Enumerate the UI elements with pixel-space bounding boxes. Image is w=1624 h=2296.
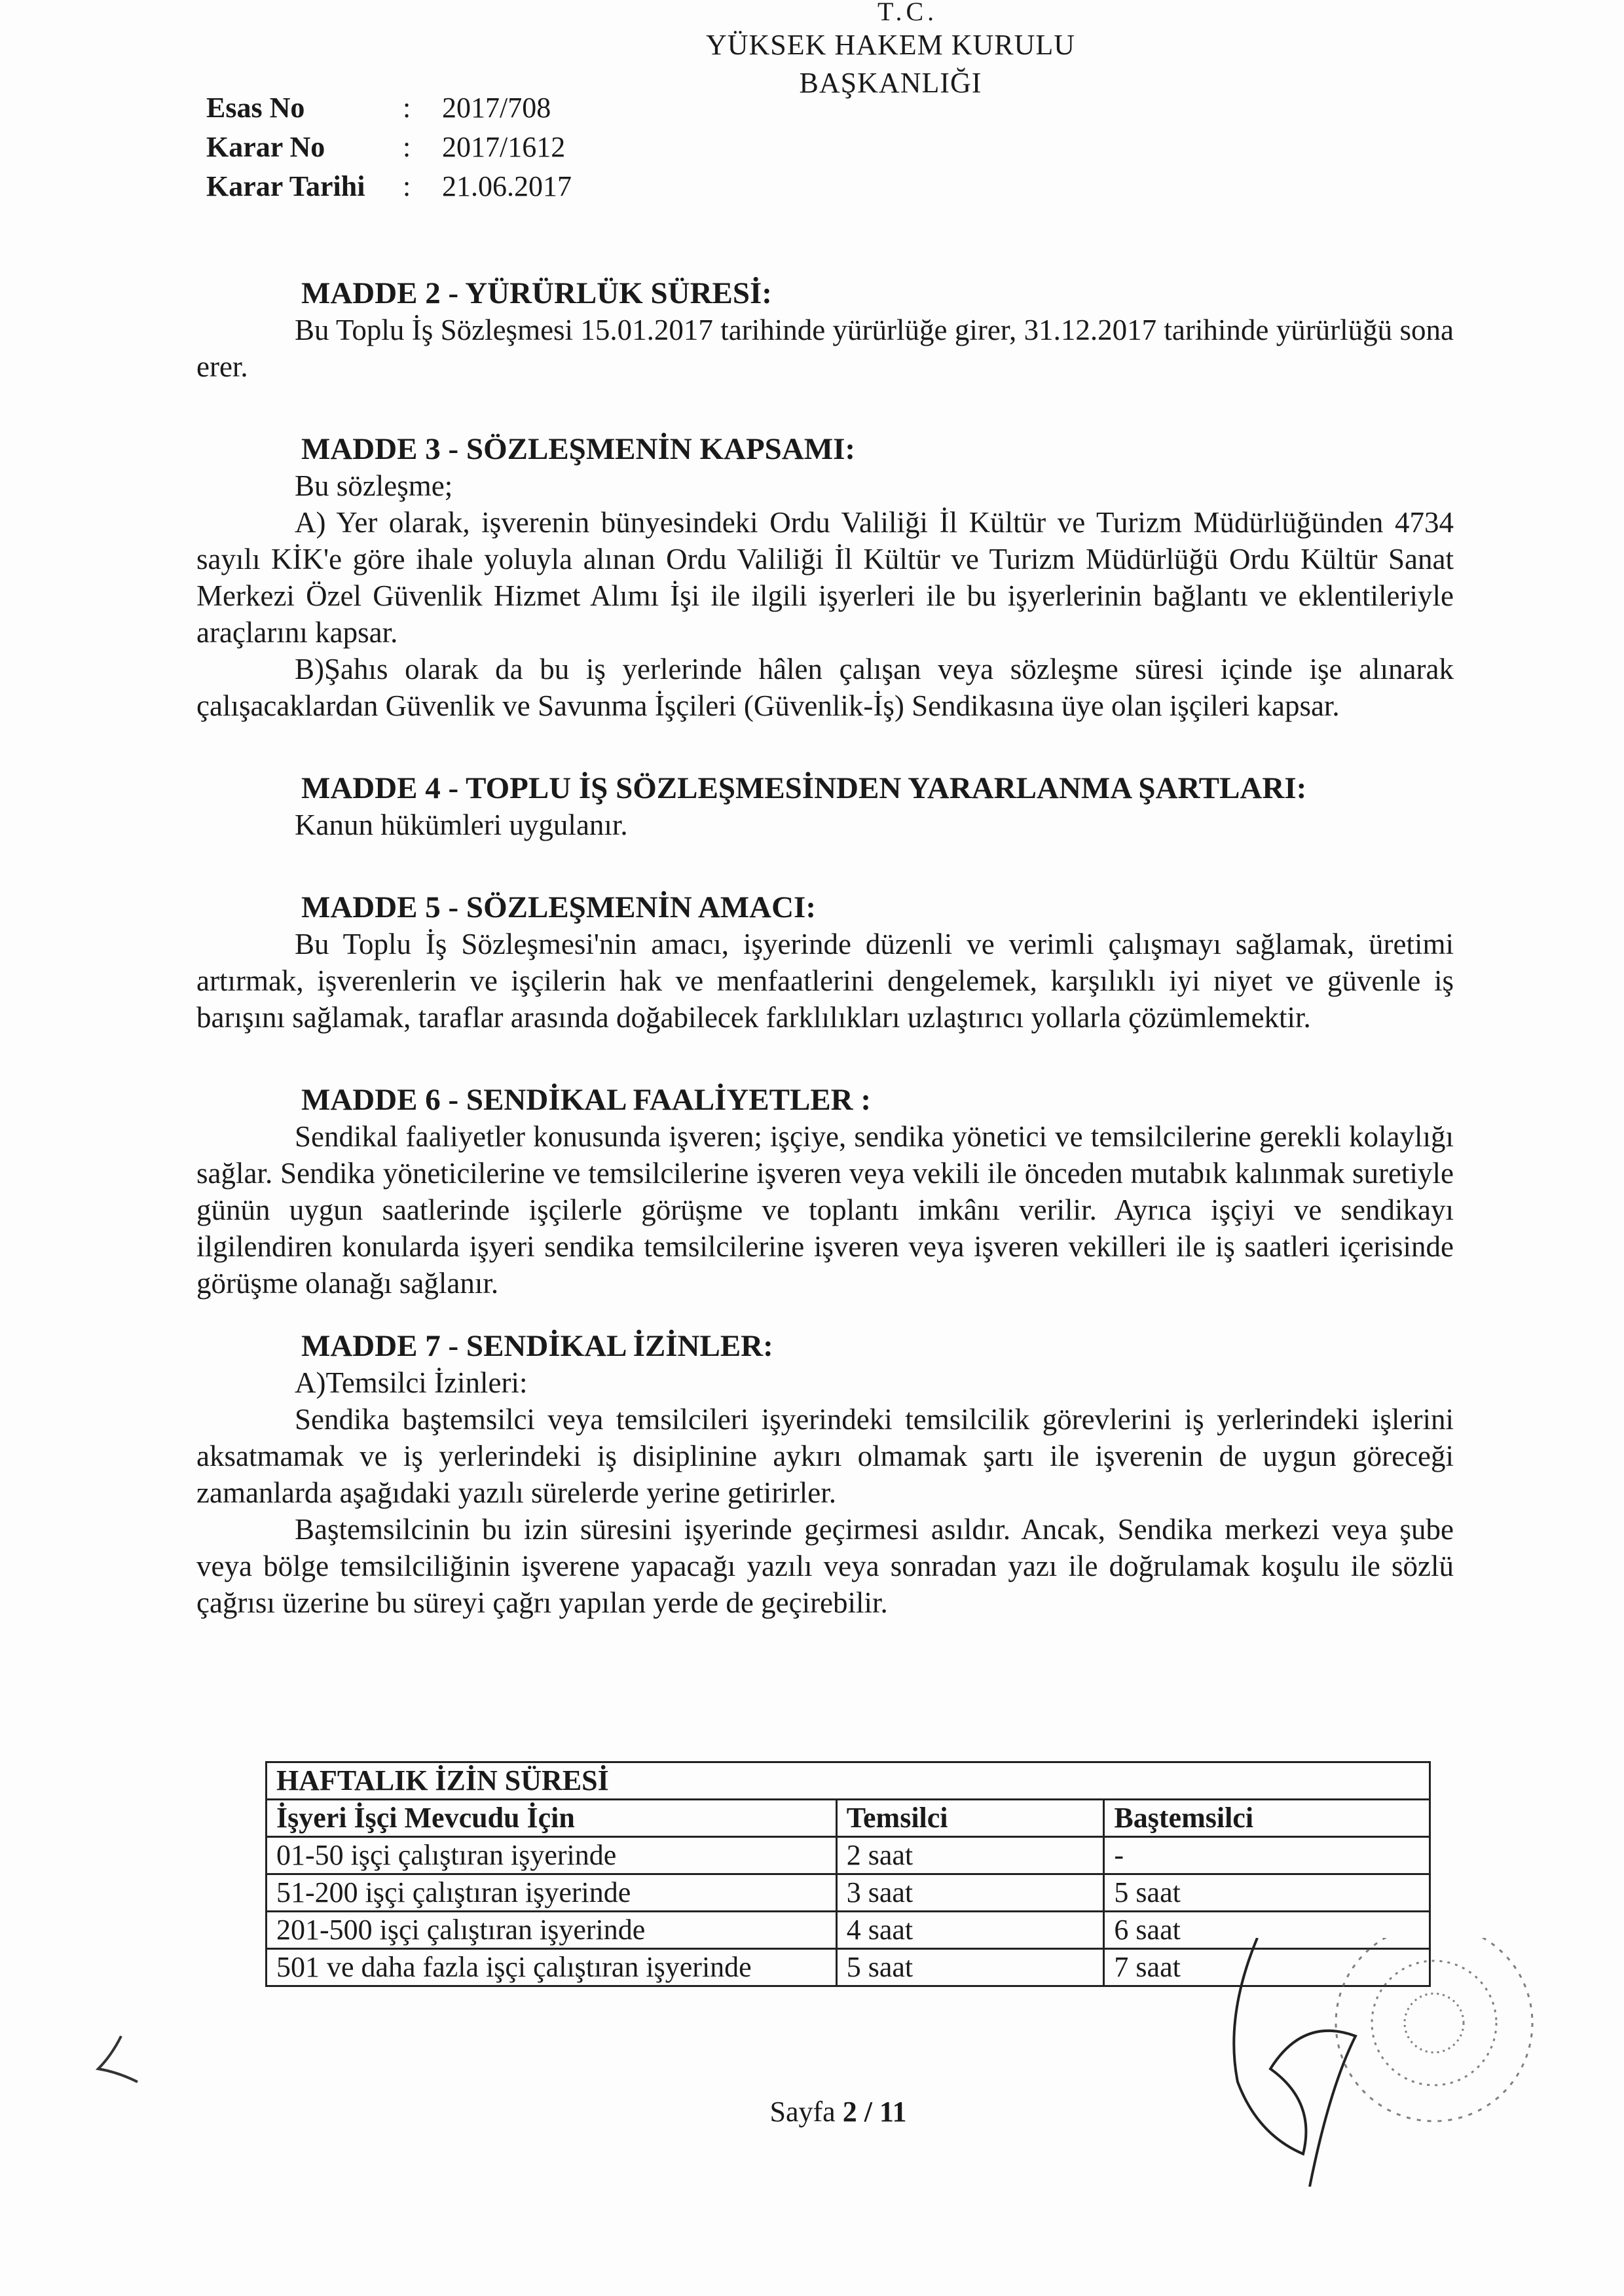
- case-metadata: [206, 88, 572, 206]
- madde-7-title: MADDE 7 - SENDİKAL İZİNLER:: [301, 1329, 773, 1363]
- meta-colon: :: [403, 170, 411, 202]
- madde-6-title: MADDE 6 - SENDİKAL FAALİYETLER :: [301, 1083, 872, 1117]
- table-cell: 201-500 işçi çalıştıran işyerinde: [267, 1912, 837, 1949]
- meta-value: 2017/1612: [442, 131, 566, 163]
- meta-row-tarih: [206, 167, 572, 206]
- meta-colon: :: [403, 131, 411, 163]
- page-separator: /: [864, 2096, 872, 2128]
- meta-label: Karar No: [206, 131, 325, 163]
- paragraph: A)Temsilci İzinleri:: [295, 1366, 528, 1399]
- paragraph: A) Yer olarak, işverenin bünyesindeki Ordu Valiliği İl Kültür ve Turizm Müdürlüğünden 4734 sayılı KİK'e göre ihale yoluyla alınan Ordu Valiliği İl Kültür ve Turizm Müdürlüğü Ordu Kültür Sanat Merkezi Özel Güvenlik Hizmet Alımı İşi ile ilgili işyerleri ile bu işyerlerinin bağlantı ve eklentileriyle araçlarını kapsar.: [196, 506, 1454, 649]
- paragraph: Baştemsilcinin bu izin süresini işyerinde geçirmesi asıldır. Ancak, Sendika merkezi veya şube veya bölge temsilciliğinin işverene yapacağı yazılı veya sonradan yazı ile doğrulamak koşulu ile sözlü çağrısı üzerine bu süreyi çağrı yapılan yerde de geçirebilir.: [196, 1513, 1454, 1619]
- meta-value: 2017/708: [442, 92, 551, 124]
- page-number: 2: [842, 2096, 857, 2128]
- madde-2-title: MADDE 2 - YÜRÜRLÜK SÜRESİ:: [301, 276, 772, 310]
- meta-label: Esas No: [206, 92, 305, 124]
- paragraph: Sendikal faaliyetler konusunda işveren; işçiye, sendika yönetici ve temsilcilerine gerekli kolaylığı sağlar. Sendika yöneticilerine ve temsilcilerine işveren veya vekili ile önceden mutabık kalınmak suretiyle günün uygun saatlerinde işçilerle görüşme ve toplantı imkânı verilir. Ayrıca işçiyi ve sendikayı ilgilendiren konularda işyeri sendika temsilcilerine işveren veya işveren vekilleri ile iş saatleri içerisinde görüşme olanağı sağlanır.: [196, 1120, 1454, 1300]
- paragraph: Bu Toplu İş Sözleşmesi 15.01.2017 tarihinde yürürlüğe girer, 31.12.2017 tarihinde yürürlüğü sona erer.: [196, 314, 1454, 383]
- paragraph: Sendika baştemsilci veya temsilcileri işyerindeki temsilcilik görevlerini iş yerlerindeki işlerini aksatmamak ve iş yerlerindeki iş disiplinine aykırı olmamak şartı ile işverenin de uygun göreceği zamanlarda aşağıdaki yazılı sürelerde yerine getirirler.: [196, 1403, 1454, 1509]
- madde-5-title: MADDE 5 - SÖZLEŞMENİN AMACI:: [301, 890, 816, 924]
- paragraph: Bu sözleşme;: [295, 469, 453, 502]
- meta-colon: :: [403, 92, 411, 124]
- madde-4-title: MADDE 4 - TOPLU İŞ SÖZLEŞMESİNDEN YARARLANMA ŞARTLARI:: [301, 771, 1307, 805]
- meta-label: Karar Tarihi: [206, 170, 365, 202]
- document-body: [196, 275, 1454, 1621]
- page-total: 11: [879, 2096, 907, 2128]
- table-cell: 3 saat: [836, 1874, 1104, 1912]
- meta-row-esas: [206, 88, 572, 128]
- institution-line1: YÜKSEK HAKEM KURULU: [705, 29, 1076, 61]
- table-cell: 7 saat: [1104, 1949, 1430, 1986]
- margin-mark-icon: [85, 2030, 144, 2102]
- paragraph: B)Şahıs olarak da bu iş yerlerinde hâlen çalışan veya sözleşme süresi içinde işe alınarak çalışacaklardan Güvenlik ve Savunma İşçileri (Güvenlik-İş) Sendikasına üye olan işçileri kapsar.: [196, 653, 1454, 722]
- table-cell: 5 saat: [836, 1949, 1104, 1986]
- table-cell: 4 saat: [836, 1912, 1104, 1949]
- tc-mark: T.C.: [877, 0, 938, 26]
- paragraph: Bu Toplu İş Sözleşmesi'nin amacı, işyerinde düzenli ve verimli çalışmayı sağlamak, üretimi artırmak, işverenlerin ve işçilerin hak ve menfaatlerini dengelemek, karşılıklı iyi niyet ve güvenle iş barışını sağlamak, taraflar arasında doğabilecek farklılıkları uzlaştırıcı yollarla çözümlemektir.: [196, 928, 1454, 1034]
- table-cell: 5 saat: [1104, 1874, 1430, 1912]
- table-cell: 01-50 işçi çalıştıran işyerinde: [267, 1837, 837, 1874]
- table-header: Temsilci: [836, 1800, 1104, 1837]
- paragraph: Kanun hükümleri uygulanır.: [295, 809, 628, 841]
- meta-value: 21.06.2017: [442, 170, 572, 202]
- table-title: HAFTALIK İZİN SÜRESİ: [267, 1762, 1430, 1800]
- table-cell: 2 saat: [836, 1837, 1104, 1874]
- meta-row-karar: [206, 128, 572, 167]
- signature-seal-icon: [1198, 1938, 1539, 2187]
- table-title-row: [267, 1762, 1430, 1800]
- page-label: Sayfa: [769, 2096, 836, 2128]
- madde-3-title: MADDE 3 - SÖZLEŞMENİN KAPSAMI:: [301, 432, 856, 466]
- table-header-row: [267, 1800, 1430, 1837]
- table-cell: 51-200 işçi çalıştıran işyerinde: [267, 1874, 837, 1912]
- table-header: İşyeri İşçi Mevcudu İçin: [267, 1800, 837, 1837]
- table-row: [267, 1837, 1430, 1874]
- table-header: Baştemsilci: [1104, 1800, 1430, 1837]
- table-row: [267, 1874, 1430, 1912]
- institution-line2: BAŞKANLIĞI: [799, 67, 982, 99]
- table-cell: -: [1104, 1837, 1430, 1874]
- table-cell: 501 ve daha fazla işçi çalıştıran işyerinde: [267, 1949, 837, 1986]
- table-cell: 6 saat: [1104, 1912, 1430, 1949]
